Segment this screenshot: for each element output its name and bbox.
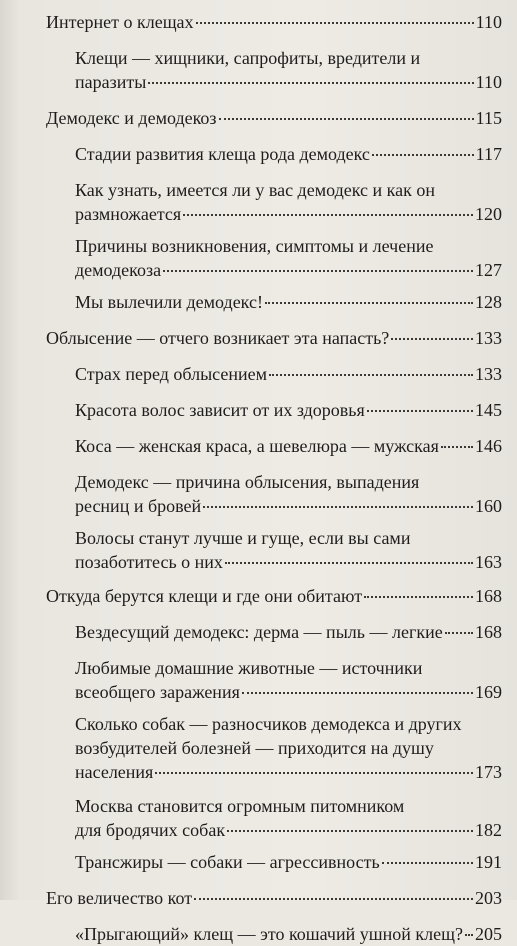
toc-title-row [75,362,502,386]
dot-leader [364,595,473,598]
toc-title-line: Стадии развития клеща рода демодекс [75,144,370,164]
toc-title-line: Любимые домашние животные — источники [75,658,423,678]
toc-section [75,656,502,704]
toc-title-line: размножается [75,204,182,224]
toc-section [75,470,502,518]
dot-leader [465,933,473,936]
toc-title-line: демодекоза [75,260,162,280]
toc-section [75,922,502,946]
dot-leader [382,861,473,864]
toc-page-number: 120 [475,204,502,224]
toc-chapter [46,106,502,130]
toc-chapter [46,584,502,608]
toc-title-row [75,818,502,842]
toc-title-row [75,202,502,226]
toc-title-line: Причины возникновения, симптомы и лечение [75,236,434,256]
toc-page-number: 110 [475,72,502,92]
dot-leader [148,81,473,84]
toc-section [75,850,502,874]
toc-section [75,142,502,166]
toc-title-line: Сколько собак — разносчиков демодекса и других [75,714,462,734]
toc-title-row [46,584,502,608]
toc-section [75,362,502,386]
dot-leader [372,153,474,156]
dot-leader [183,213,473,216]
toc-title-line: населения [75,762,154,782]
toc-title-line: Трансжиры — собаки — агрессивность [75,852,380,872]
toc-section [75,434,502,458]
toc-page-number: 145 [475,400,502,420]
dot-leader [391,337,473,340]
toc-title-line: «Прыгающий» клещ — это кошачий ушной клещ? [75,924,463,944]
toc-section [75,46,502,94]
toc-title-row [75,290,502,314]
toc-page-number: 168 [475,586,502,606]
toc-title-row [46,106,502,130]
toc-title-line: Откуда берутся клещи и где они обитают [46,586,363,606]
toc-title-line: Красота волос зависит от их здоровья [75,400,365,420]
toc-page-number: 163 [475,552,502,572]
toc-title-line: Облысение — отчего возникает эта напасть? [46,328,390,348]
toc-title-row [46,326,502,350]
toc-title-row [75,258,502,282]
toc-title-line: Коса — женская краса, а шевелюра — мужская [75,436,439,456]
toc-section [75,712,502,784]
toc-title-row [75,850,502,874]
dot-leader [269,373,473,376]
toc-page-number: 191 [475,852,502,872]
toc-title-line: Демодекс — причина облысения, выпадения [75,472,420,492]
toc-page-number: 203 [475,888,502,908]
toc-title-row [75,434,502,458]
toc-chapter [46,326,502,350]
dot-leader [445,631,473,634]
toc-section [75,794,502,842]
toc-section [75,398,502,422]
toc-title-line: Его величество кот [46,888,193,908]
toc-chapter [46,10,502,34]
toc-page-number: 168 [475,622,502,642]
toc-title-line: Мы вылечили демодекс! [75,292,263,312]
dot-leader [242,691,473,694]
toc-title-line: ресниц и бровей [75,496,202,516]
toc-page-number: 169 [475,682,502,702]
toc-title-line: Клещи — хищники, сапрофиты, вредители и [75,48,421,68]
toc-title-line: позаботитесь о них [75,552,223,572]
toc-page-number: 133 [475,328,502,348]
toc-page-number: 205 [475,924,502,944]
toc-title-line: Как узнать, имеется ли у вас демодекс и как он [75,180,435,200]
dot-leader [196,21,474,24]
dot-leader [265,301,473,304]
toc-title-row [75,760,502,784]
dot-leader [227,829,473,832]
toc-title-row [75,398,502,422]
toc-page-number: 115 [475,108,502,128]
dot-leader [219,117,474,120]
toc-page-number: 173 [475,762,502,782]
toc-title-line: Интернет о клещах [46,12,194,32]
toc-title-line: Волосы станут лучше и гуще, если вы сами [75,528,411,548]
toc-title-line: для бродячих собак [75,820,226,840]
toc-title-line: Демодекс и демодекоз [46,108,217,128]
toc-title-line: Страх перед облысением [75,364,268,384]
toc-title-line: возбудителей болезней — приходится на душу [75,738,434,758]
toc-section [75,620,502,644]
toc-title-row [75,142,502,166]
toc-page-number: 160 [475,496,502,516]
dot-leader [194,897,473,900]
toc-chapter [46,886,502,910]
dot-leader [441,445,473,448]
toc-page-number: 133 [475,364,502,384]
toc-page-number: 128 [475,292,502,312]
toc-title-row [75,494,502,518]
toc-title-row [46,886,502,910]
toc-section [75,234,502,282]
dot-leader [163,269,473,272]
dot-leader [155,771,473,774]
toc-title-row [75,550,502,574]
toc-page-number: 146 [475,436,502,456]
toc-title-row [75,620,502,644]
dot-leader [203,505,473,508]
toc-section [75,526,502,574]
toc-page-number: 182 [475,820,502,840]
toc-title-line: Москва становится огромным питомником [75,796,405,816]
dot-leader [367,409,473,412]
toc-title-row [75,70,502,94]
toc-title-line: паразиты [75,72,147,92]
toc-page-number: 117 [475,144,502,164]
toc-page-number: 110 [475,12,502,32]
toc-section [75,178,502,226]
toc-title-line: Вездесущий демодекс: дерма — пыль — легкие [75,622,443,642]
toc-page-number: 127 [475,260,502,280]
dot-leader [225,561,473,564]
toc-title-row [75,922,502,946]
toc-title-row [75,680,502,704]
toc-section [75,290,502,314]
toc-title-line: всеобщего заражения [75,682,240,702]
toc-title-row [46,10,502,34]
